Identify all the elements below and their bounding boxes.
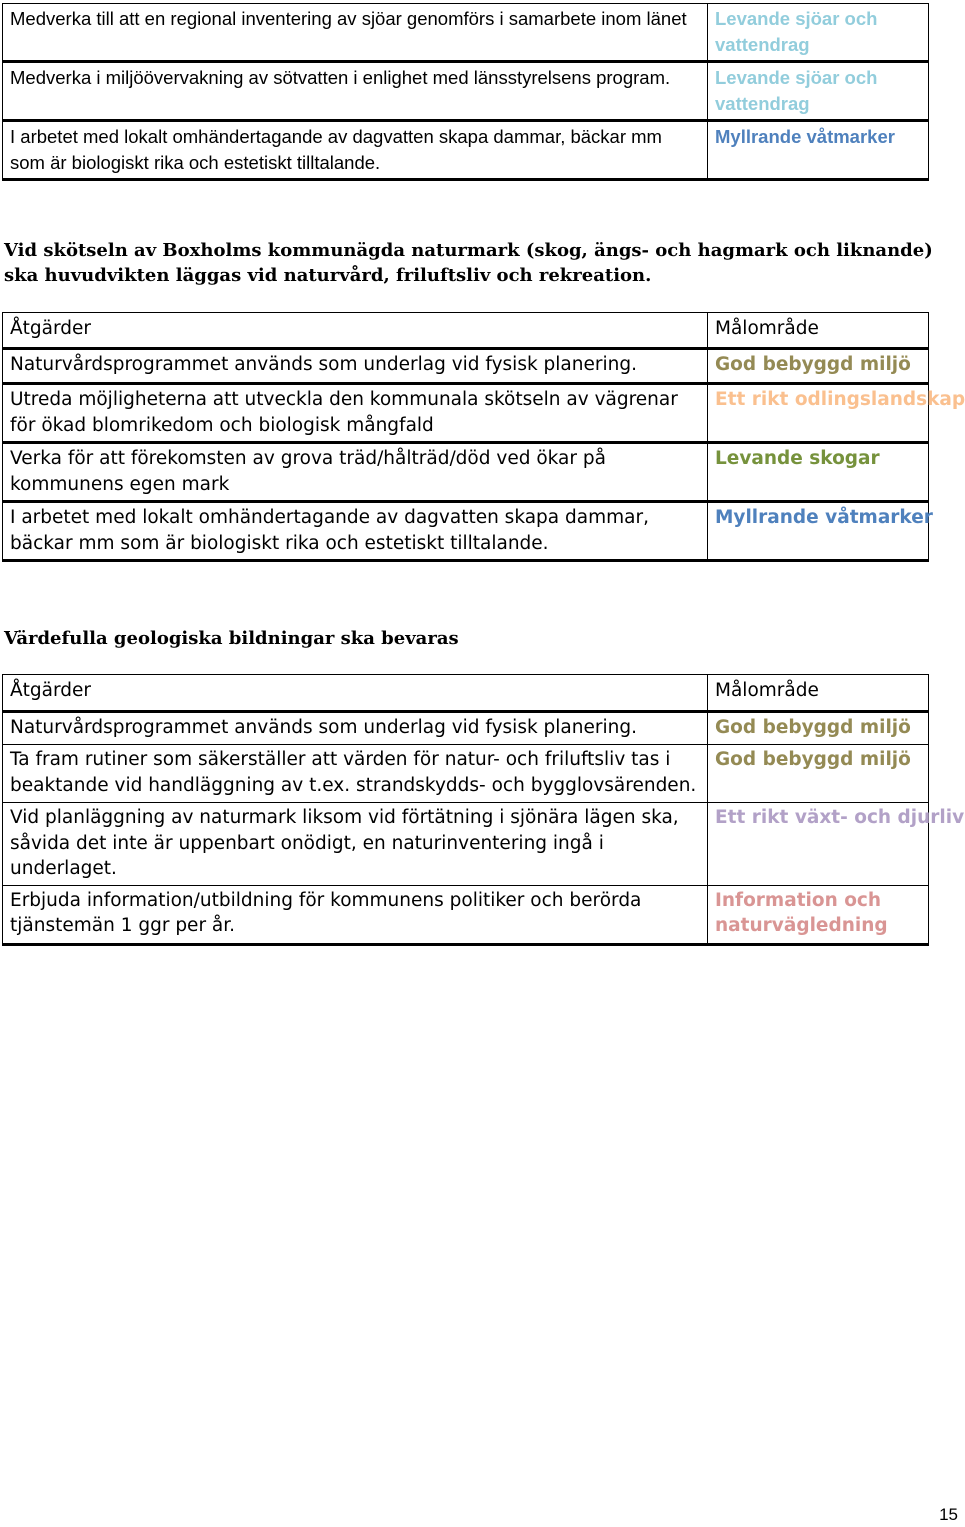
page-number: 15 [939, 1505, 958, 1524]
action-cell: I arbetet med lokalt omhändertagande av dagvatten skapa dammar, bäckar mm som är biologiskt rika och estetiskt tilltalande. [3, 502, 708, 561]
action-cell: Vid planläggning av naturmark liksom vid förtätning i sjönära lägen ska, såvida det inte är uppenbart onödigt, en naturinventering ingå i underlaget. [3, 803, 708, 886]
table-row [3, 62, 929, 121]
goal-cell: God bebyggd miljö [708, 712, 929, 745]
action-cell: Naturvårdsprogrammet används som underlag vid fysisk planering. [3, 349, 708, 384]
action-cell: Naturvårdsprogrammet används som underlag vid fysisk planering. [3, 712, 708, 745]
column-header-goal: Målområde [708, 313, 929, 349]
table-row [3, 502, 929, 561]
table-row [3, 349, 929, 384]
goal-cell: Levande sjöar och vattendrag [708, 4, 929, 62]
section-heading: Vid skötseln av Boxholms kommunägda naturmark (skog, ängs- och hagmark och liknande) ska huvudvikten läggas vid naturvård, friluftsliv och rekreation. [4, 240, 933, 286]
action-cell: Erbjuda information/utbildning för kommunens politiker och berörda tjänstemän 1 ggr per år. [3, 885, 708, 944]
column-header-actions: Åtgärder [3, 675, 708, 712]
table-header-row [3, 675, 929, 712]
table-row [3, 885, 929, 944]
goal-cell: God bebyggd miljö [708, 349, 929, 384]
action-cell: Medverka i miljöövervakning av sötvatten i enlighet med länsstyrelsens program. [3, 62, 708, 121]
table-row [3, 121, 929, 180]
action-cell: I arbetet med lokalt omhändertagande av dagvatten skapa dammar, bäckar mm som är biologiskt rika och estetiskt tilltalande. [3, 121, 708, 180]
table-row [3, 4, 929, 62]
table-header-row [3, 313, 929, 349]
goal-cell: Ett rikt växt- och djurliv [708, 803, 929, 886]
goal-cell: Ett rikt odlingslandskap [708, 384, 929, 443]
goal-cell: Myllrande våtmarker [708, 502, 929, 561]
column-header-actions: Åtgärder [3, 313, 708, 349]
table-row [3, 803, 929, 886]
table-row [3, 443, 929, 502]
naturmark-actions-table [2, 312, 965, 562]
goal-cell: Levande skogar [708, 443, 929, 502]
section-heading: Värdefulla geologiska bildningar ska bevaras [4, 628, 459, 649]
action-cell: Medverka till att en regional inventering av sjöar genomförs i samarbete inom länet [3, 4, 708, 62]
goal-cell: Levande sjöar och vattendrag [708, 62, 929, 121]
action-cell: Ta fram rutiner som säkerställer att värden för natur- och friluftsliv tas i beaktande vid handläggning av t.ex. strandskydds- och bygglovsärenden. [3, 745, 708, 803]
goal-cell: Information och naturvägledning [708, 885, 929, 944]
goal-cell: Myllrande våtmarker [708, 121, 929, 180]
column-header-goal: Målområde [708, 675, 929, 712]
action-cell: Verka för att förekomsten av grova träd/hålträd/död ved ökar på kommunens egen mark [3, 443, 708, 502]
geology-actions-table [2, 674, 965, 946]
table-row [3, 712, 929, 745]
table-row [3, 384, 929, 443]
goal-cell: God bebyggd miljö [708, 745, 929, 803]
table-row [3, 745, 929, 803]
lake-actions-table [2, 3, 929, 181]
action-cell: Utreda möjligheterna att utveckla den kommunala skötseln av vägrenar för ökad blomrikedom och biologisk mångfald [3, 384, 708, 443]
